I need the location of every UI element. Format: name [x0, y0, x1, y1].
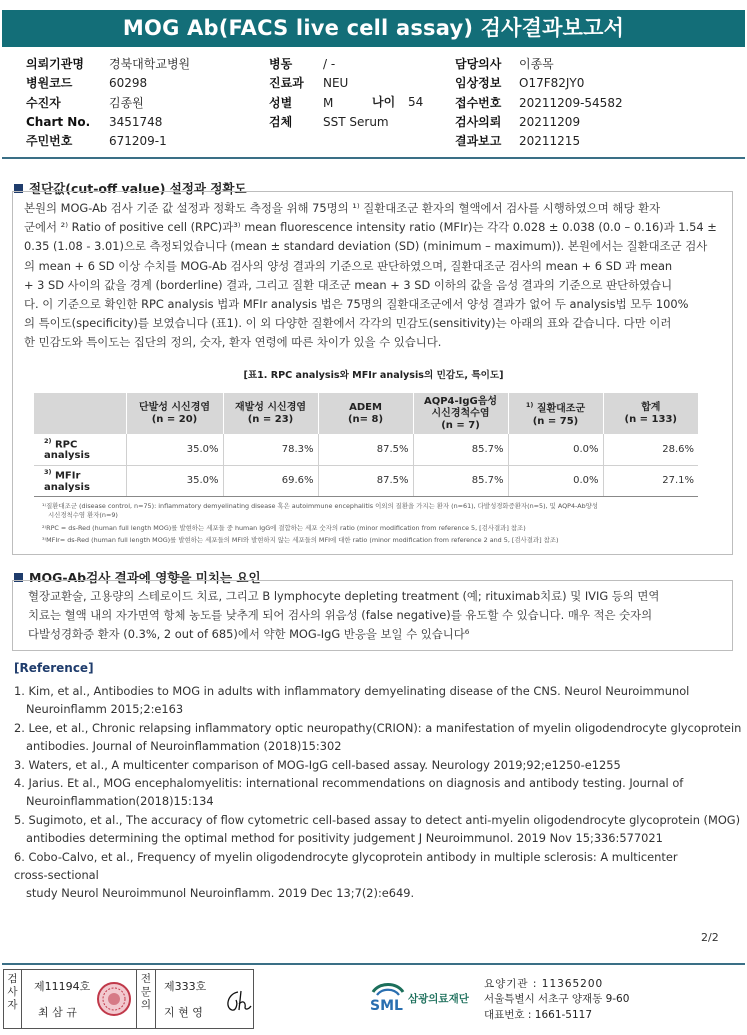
- org-address: 서울특별시 서초구 양재동 9-60: [484, 993, 630, 1006]
- info-label: 병동: [269, 57, 293, 71]
- table-row: [34, 434, 698, 465]
- info-row: [269, 113, 389, 132]
- info-row: [26, 74, 190, 93]
- table-cell: 87.5%: [318, 465, 413, 496]
- reference-line: 2. Lee, et al., Chronic relapsing inflammatory optic neuropathy(CRION): a manifestation of myelin oligodendrocyte glycoprotein: [14, 720, 742, 735]
- patient-info-column-2: [269, 55, 389, 132]
- info-label: 수진자: [26, 95, 61, 110]
- table-header-row: [34, 393, 698, 434]
- paragraph-line: 치료는 혈액 내의 자가면역 항체 농도를 낮추게 되어 검사의 위음성 (false negative)를 유도할 수 있습니다. 매우 적은 숫자의: [28, 608, 653, 623]
- age-label: 나이: [372, 95, 396, 109]
- patient-info-column-3: [455, 55, 623, 151]
- info-label: 의뢰기관명: [26, 57, 84, 71]
- section-heading-text: MOG-Ab검사 결과에 영향을 미치는 요인: [29, 570, 261, 585]
- info-row: [26, 55, 190, 74]
- info-row: [269, 94, 389, 113]
- table-cell: 35.0%: [126, 434, 223, 465]
- info-row: [269, 55, 389, 74]
- info-value: 3451748: [109, 114, 163, 129]
- table-cell: 78.3%: [223, 434, 318, 465]
- info-value: 20211209-54582: [519, 95, 623, 110]
- table-row-label: $^{3)}$ MFIr analysis: [34, 465, 126, 496]
- table-cell: 28.6%: [603, 434, 698, 465]
- reference-line: 6. Cobo-Calvo, et al., Frequency of myelin oligodendrocyte glycoprotein antibody in multiple sclerosis: A multicenter: [14, 849, 678, 864]
- signature-box: [3, 969, 254, 1029]
- examiner-label: 검사자: [4, 970, 22, 1028]
- info-label: 검사의뢰: [455, 114, 502, 129]
- specialist-name: 지 현 영: [164, 1006, 203, 1019]
- reference-line: study Neurol Neuroimmunol Neuroinflamm. 2019 Dec 13;7(2):e649.: [26, 886, 415, 901]
- handwritten-signature-icon: [222, 988, 252, 1014]
- info-row: [26, 94, 190, 113]
- reference-line: Neuroinflamm 2015;2:e163: [26, 702, 184, 717]
- sensitivity-table: [34, 393, 698, 497]
- reference-list: [14, 682, 742, 903]
- page-number: 2/2: [701, 931, 719, 944]
- org-info: [484, 977, 629, 1023]
- table-caption: [표1. RPC analysis와 MFIr analysis의 민감도, 특이도]: [243, 370, 504, 381]
- footer-divider: [2, 963, 745, 965]
- report-title: MOG Ab(FACS live cell assay) 검사결과보고서: [2, 10, 745, 47]
- info-value: NEU: [323, 76, 349, 91]
- info-row: [455, 132, 623, 151]
- paragraph-line: 의 특이도(specificity)를 보였습니다 (표1). 이 외 다양한 질환에서 각각의 민감도(sensitivity)는 아래의 표와 같습니다. 다만 이러: [24, 316, 672, 331]
- footnote-line: ¹⁾질환대조군 (disease control, n=75): inflammatory demyelinating disease 혹은 autoimmune encephalitis 이외의 질환을 가지는 환자 (n=61), 다발성경화증환자(n=5), 및 AQP4-Ab양성: [42, 502, 598, 510]
- table-cell: 87.5%: [318, 434, 413, 465]
- info-row: [26, 113, 190, 132]
- examiner-seal-icon: [96, 980, 132, 1018]
- header-divider: [2, 157, 745, 159]
- info-label: 검체: [269, 114, 293, 129]
- reference-line: 5. Sugimoto, et al., The accuracy of flow cytometric cell-based assay to detect anti-myelin oligodendrocyte glycoprotein (MOG): [14, 812, 741, 827]
- info-row: [26, 132, 190, 151]
- info-label: 담당의사: [455, 57, 502, 71]
- table-header-cell: 합계 (n = 133): [603, 393, 698, 434]
- reference-line: antibodies. Journal of Neuroinflammation (2018)15:302: [26, 739, 342, 754]
- table-cell: 85.7%: [413, 465, 508, 496]
- org-phone: 대표번호 : 1661-5117: [484, 1008, 593, 1021]
- info-row: [455, 55, 623, 74]
- info-row: [455, 113, 623, 132]
- paragraph-line: 한 민감도와 특이도는 집단의 정의, 숫자, 환자 연령에 따른 차이가 있을 수 있습니다.: [24, 335, 442, 350]
- org-name: 삼광의료재단: [408, 993, 469, 1005]
- table-row: [34, 465, 698, 496]
- reference-line: cross-sectional: [14, 868, 99, 883]
- footnote-line: 시신경척수염 환자(n=9): [48, 511, 118, 520]
- table-header-cell: 단발성 시신경염 (n = 20): [126, 393, 223, 434]
- info-label: 주민번호: [26, 134, 73, 149]
- cutoff-paragraph: [24, 199, 722, 353]
- footnote-line: ²⁾RPC = ds-Red (human full length MOG)를 발현하는 세포들 중 human IgG에 결합하는 세포 숫자의 ratio (minor modification from reference 5, [검사결과] 참조): [42, 523, 526, 532]
- table-header-cell: AQP4-IgG음성 시신경척수염 (n = 7): [413, 393, 508, 434]
- paragraph-line: 의 mean + 6 SD 이상 수치를 MOG-Ab 검사의 양성 결과의 기준으로 판단하였으며, 질환대조군 검사의 mean + 6 SD 과 mean: [24, 258, 673, 273]
- table-header-cell: [34, 393, 126, 434]
- info-value: 20211209: [519, 114, 581, 129]
- reference-line: 4. Jarius. Et al., MOG encephalomyelitis: international recommendations on diagnosis and antibody testing. Journal of: [14, 776, 684, 791]
- patient-info-column-1: [26, 55, 190, 151]
- org-code: 요양기관 : 11365200: [484, 978, 604, 990]
- sml-logo-icon: [369, 980, 407, 1012]
- examiner-name: 최 삼 규: [38, 1006, 77, 1019]
- info-value: 경북대학교병원: [109, 57, 191, 71]
- reference-line: Neuroinflammation(2018)15:134: [26, 794, 214, 809]
- info-value: / -: [323, 57, 336, 71]
- info-value: 20211215: [519, 134, 581, 149]
- info-value: 김종원: [109, 95, 144, 110]
- info-value: M: [323, 95, 334, 110]
- info-label: 접수번호: [455, 95, 502, 110]
- info-label: 임상정보: [455, 76, 502, 91]
- examiner-license: 제11194호: [34, 980, 91, 993]
- table-row-label: $^{2)}$ RPC analysis: [34, 434, 126, 465]
- logo-text: SML: [370, 998, 403, 1012]
- table-cell: 0.0%: [508, 434, 603, 465]
- reference-line: 1. Kim, et al., Antibodies to MOG in adults with inflammatory demyelinating disease of the CNS. Neurol Neuroimmunol: [14, 684, 690, 698]
- table-cell: 0.0%: [508, 465, 603, 496]
- reference-line: antibodies determining the optimal method for positivity judgement J Neuroimmunol. 2019 Nov 15;336:577021: [26, 831, 663, 846]
- info-row: [455, 74, 623, 93]
- table-cell: 85.7%: [413, 434, 508, 465]
- info-value: 60298: [109, 76, 148, 91]
- info-row: [269, 74, 389, 93]
- table-header-cell: 재발성 시신경염 (n = 23): [223, 393, 318, 434]
- paragraph-line: 다. 이 기준으로 확인한 RPC analysis 법과 MFIr analysis 법은 75명의 질환대조군에서 양성 결과가 없어 두 analysis법 모두 100%: [24, 297, 689, 312]
- paragraph-line: 군에서 ²⁾ Ratio of positive cell (RPC)과³⁾ mean fluorescence intensity ratio (MFIr)는 각각 0.028 ± 0.038 (0.0 – 0.16)과 1.54 ±: [24, 220, 717, 235]
- reference-line: 3. Waters, et al., A multicenter comparison of MOG-IgG cell-based assay. Neurology 2019;92;e1250-e1255: [14, 757, 621, 772]
- info-label: 성별: [269, 95, 293, 110]
- section-heading-text: 절단값(cut-off value) 설정과 정확도: [29, 181, 247, 196]
- info-label: 결과보고: [455, 134, 502, 149]
- paragraph-line: + 3 SD 사이의 값을 경계 (borderline) 결과, 그리고 질환 대조군 mean + 3 SD 이하의 값을 음성 결과의 기준으로 판단하였습니: [24, 277, 673, 292]
- info-label: 병원코드: [26, 76, 73, 91]
- table-cell: 35.0%: [126, 465, 223, 496]
- info-value: O17F82JY0: [519, 76, 585, 91]
- info-value: SST Serum: [323, 114, 389, 129]
- table-footnotes: [42, 502, 722, 545]
- paragraph-line: 혈장교환술, 고용량의 스테로이드 치료, 그리고 B lymphocyte depleting treatment (예; rituximab치료) 및 IVIG 등의 면역: [28, 589, 660, 603]
- specialist-license: 제333호: [164, 980, 207, 993]
- info-label: Chart No.: [26, 114, 91, 129]
- paragraph-line: 다발성경화증 환자 (0.3%, 2 out of 685)에서 약한 MOG-IgG 반응을 보일 수 있습니다⁶: [28, 627, 470, 642]
- table-cell: 69.6%: [223, 465, 318, 496]
- specialist-label: 전문의: [136, 970, 156, 1028]
- info-value: 이종목: [519, 57, 554, 71]
- paragraph-line: 본원의 MOG-Ab 검사 기준 값 설정과 정확도 측정을 위해 75명의 ¹⁾ 질환대조군 환자의 혈액에서 검사를 시행하였으며 해당 환자: [24, 201, 661, 215]
- info-value: 671209-1: [109, 134, 167, 149]
- table-cell: 27.1%: [603, 465, 698, 496]
- info-row: [455, 94, 623, 113]
- paragraph-line: 0.35 (1.08 - 3.01)으로 측정되었습니다 (mean ± standard deviation (SD) (minimum – maximum)). 본원에서는 질환대조군 검사: [24, 239, 708, 254]
- footnote-line: ³⁾MFIr= ds-Red (human full length MOG)를 발현하는 세포들의 MFI와 발현하지 않는 세포들의 MFI에 대한 ratio (minor modification from reference 2 and 5, [검사결과] 참조): [42, 535, 559, 544]
- age-value: 54: [408, 95, 424, 109]
- reference-heading: [Reference]: [14, 661, 94, 675]
- info-label: 진료과: [269, 76, 304, 91]
- table-header-cell: ADEM (n= 8): [318, 393, 413, 434]
- table-header-cell: $^{1)}$ 질환대조군 (n = 75): [508, 393, 603, 434]
- factors-paragraph: [28, 587, 722, 645]
